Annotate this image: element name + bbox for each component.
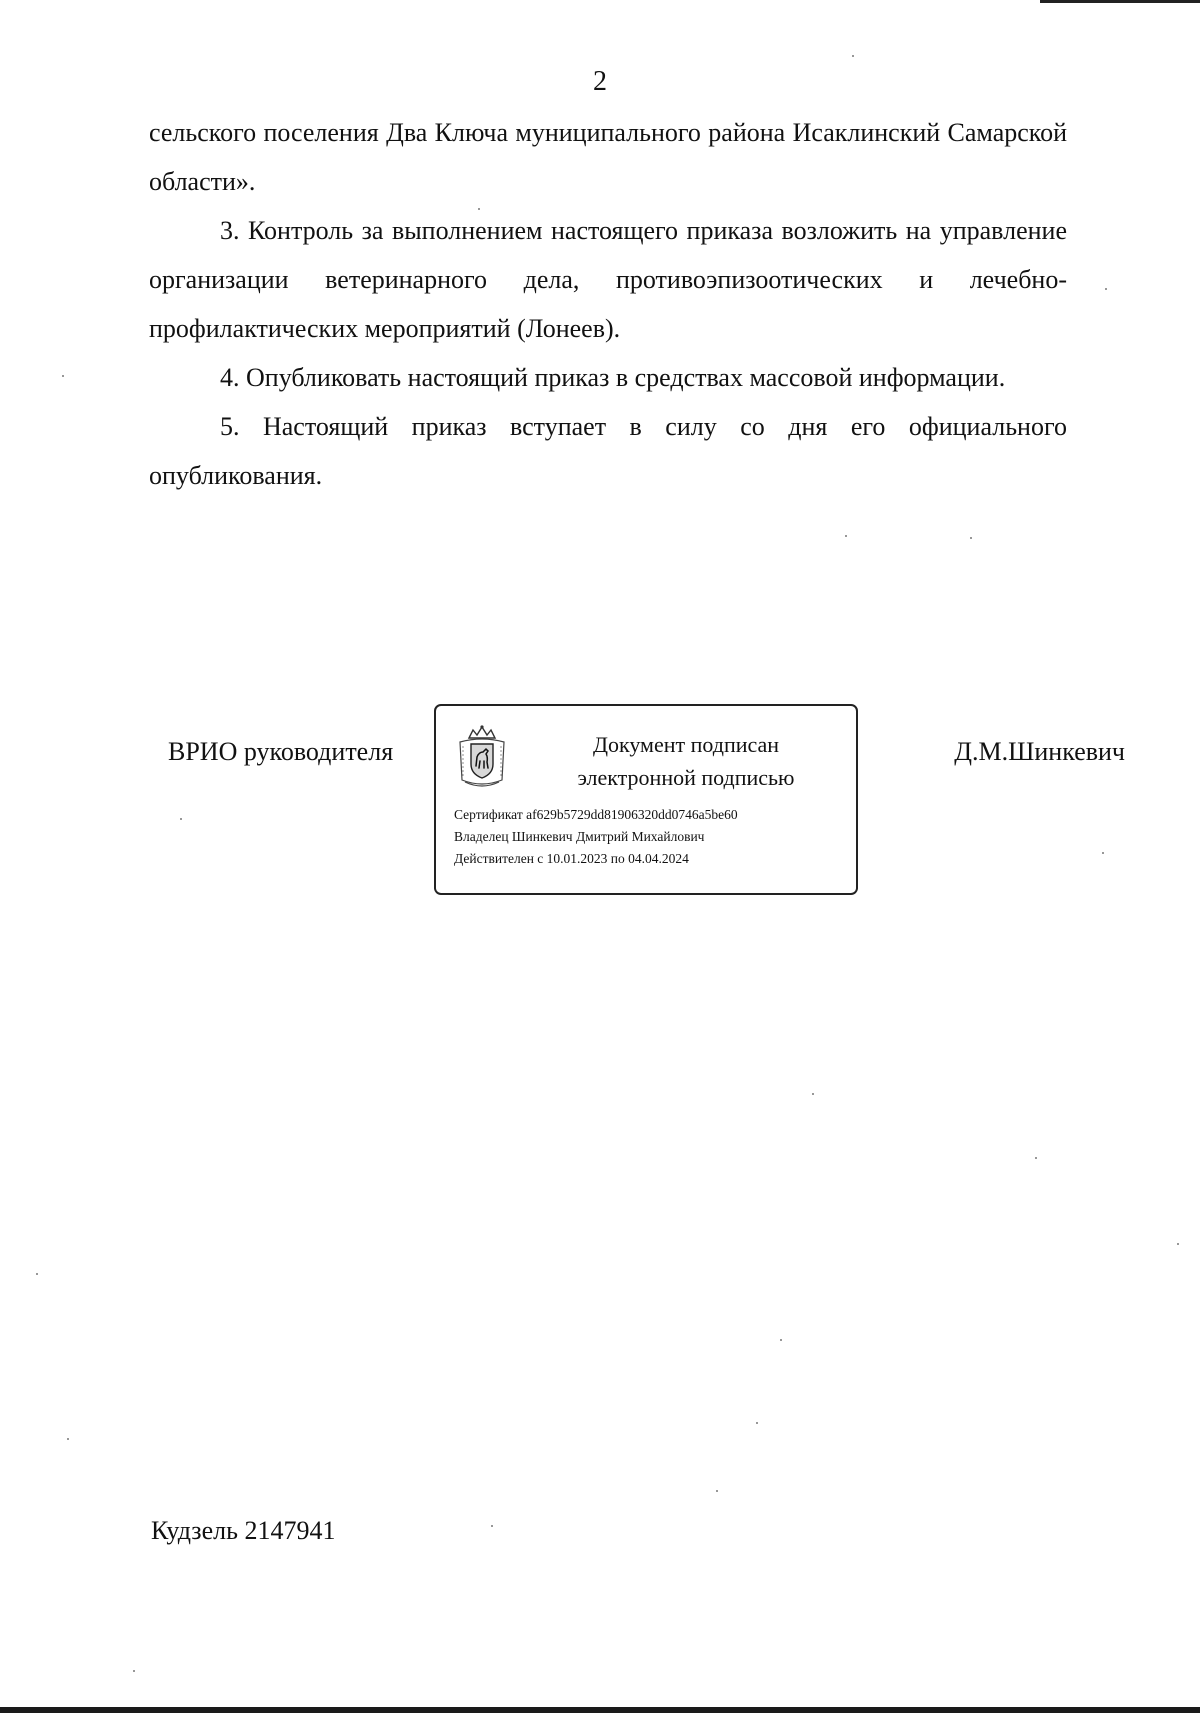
- scan-speck: [780, 1339, 782, 1341]
- stamp-details: [454, 804, 738, 870]
- scan-speck: [67, 1438, 69, 1440]
- scan-speck: [133, 1670, 135, 1672]
- scan-speck: [1035, 1157, 1037, 1159]
- stamp-heading-line-2: электронной подписью: [577, 765, 795, 790]
- electronic-signature-stamp: [434, 704, 858, 895]
- signer-position: ВРИО руководителя: [168, 737, 394, 766]
- certificate-owner: Владелец Шинкевич Дмитрий Михайлович: [454, 829, 705, 844]
- scan-speck: [491, 1525, 493, 1527]
- certificate-validity: Действителен с 10.01.2023 по 04.04.2024: [454, 851, 689, 866]
- stamp-heading: [526, 728, 846, 794]
- scan-speck: [812, 1093, 814, 1095]
- scan-speck: [62, 375, 64, 377]
- coat-of-arms-icon: [455, 724, 509, 790]
- stamp-heading-line-1: Документ подписан: [592, 732, 780, 757]
- top-edge-rule: [1040, 0, 1200, 3]
- executor-info: Кудзель 2147941: [151, 1516, 336, 1545]
- paragraph-continuation: сельского поселения Два Ключа муниципального района Исаклинский Самарской области».: [149, 118, 1067, 196]
- scan-speck: [478, 208, 480, 210]
- signer-name: Д.М.Шинкевич: [954, 737, 1125, 766]
- scan-speck: [970, 537, 972, 539]
- scan-speck: [852, 55, 854, 57]
- scan-speck: [756, 1422, 758, 1424]
- scan-speck: [1177, 1243, 1179, 1245]
- document-body: [149, 108, 1067, 500]
- scan-speck: [716, 1490, 718, 1492]
- scan-speck: [36, 1273, 38, 1275]
- page-number: 2: [593, 66, 607, 97]
- scan-speck: [180, 818, 182, 820]
- scan-speck: [1102, 852, 1104, 854]
- paragraph-item-3: 3. Контроль за выполнением настоящего приказа возложить на управление организации ветеринарного дела, противоэпизоотических и лечебно-профилактических мероприятий (Лонеев).: [149, 216, 1067, 343]
- scan-speck: [845, 535, 847, 537]
- certificate-number: Сертификат af629b5729dd81906320dd0746a5be60: [454, 807, 738, 822]
- scan-speck: [1105, 288, 1107, 290]
- paragraph-item-5: 5. Настоящий приказ вступает в силу со дня его официального опубликования.: [149, 412, 1067, 490]
- bottom-edge-rule: [0, 1707, 1200, 1713]
- paragraph-item-4: 4. Опубликовать настоящий приказ в средствах массовой информации.: [220, 363, 1006, 392]
